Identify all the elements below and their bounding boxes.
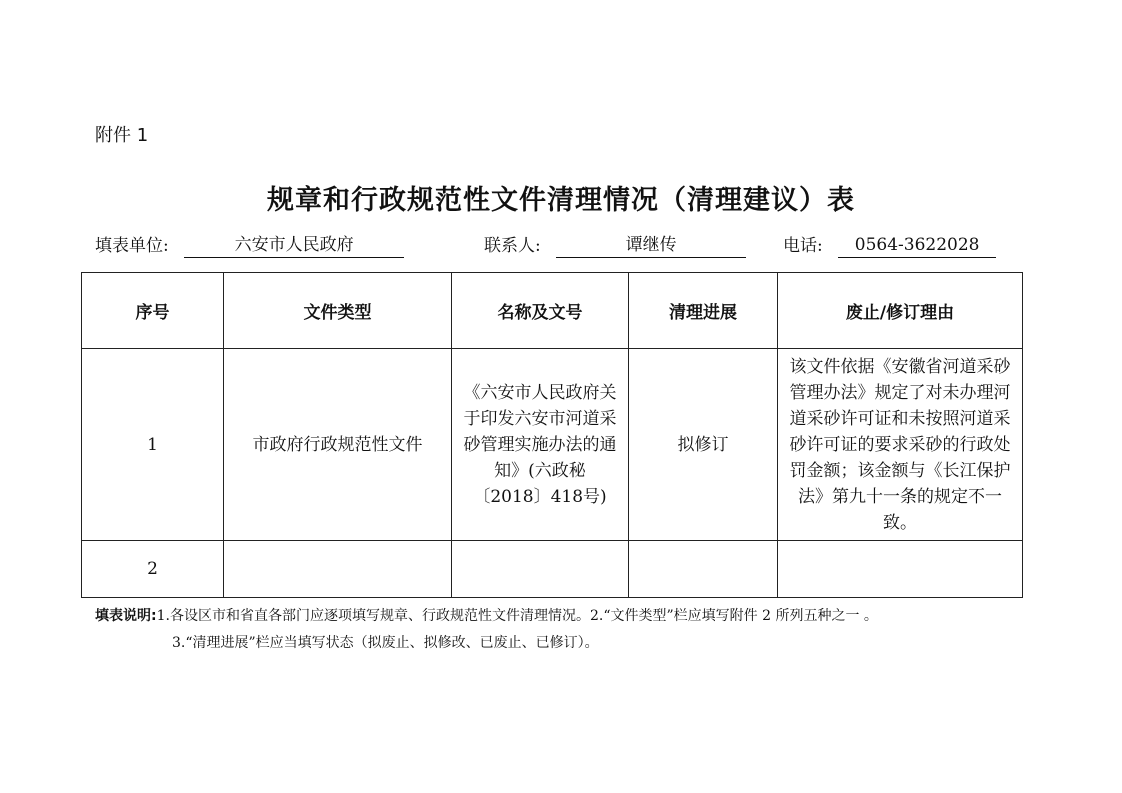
cell-progress: 拟修订 <box>629 349 778 541</box>
cell-progress <box>629 541 778 598</box>
attachment-label: 附件 1 <box>95 125 149 146</box>
header-type: 文件类型 <box>224 273 452 349</box>
cell-type: 市政府行政规范性文件 <box>224 349 452 541</box>
contact-label: 联系人: <box>484 236 541 256</box>
cleanup-table <box>81 272 1023 598</box>
notes-text-1: 1.各设区市和省直各部门应逐项填写规章、行政规范性文件清理情况。2.“文件类型”栏应填写附件 2 所列五种之一 。 <box>156 608 878 624</box>
cell-reason <box>778 541 1023 598</box>
table-row <box>82 541 1023 598</box>
cell-no: 1 <box>82 349 224 541</box>
notes-line-2 <box>172 632 599 652</box>
cell-no: 2 <box>82 541 224 598</box>
header-name: 名称及文号 <box>452 273 629 349</box>
cell-type <box>224 541 452 598</box>
fill-phone <box>783 233 996 257</box>
header-progress: 清理进展 <box>629 273 778 349</box>
phone-label: 电话: <box>783 236 823 256</box>
page-title: 规章和行政规范性文件清理情况（清理建议）表 <box>267 185 855 216</box>
contact-value: 谭继传 <box>556 233 746 258</box>
unit-label: 填表单位: <box>95 236 169 256</box>
unit-value: 六安市人民政府 <box>184 233 404 258</box>
header-reason: 废止/修订理由 <box>778 273 1023 349</box>
header-no: 序号 <box>82 273 224 349</box>
cell-reason: 该文件依据《安徽省河道采砂管理办法》规定了对未办理河道采砂许可证和未按照河道采砂许可证的要求采砂的行政处罚金额；该金额与《长江保护法》第九十一条的规定不一致。 <box>778 349 1023 541</box>
notes-label: 填表说明: <box>95 608 157 624</box>
phone-value: 0564-3622028 <box>838 233 996 258</box>
table-row <box>82 349 1023 541</box>
table-header-row <box>82 273 1023 349</box>
fill-contact <box>484 233 746 257</box>
notes-line-1 <box>95 605 878 625</box>
cell-name: 《六安市人民政府关于印发六安市河道采砂管理实施办法的通知》(六政秘〔2018〕418号) <box>452 349 629 541</box>
notes-text-2: 3.“清理进展”栏应当填写状态（拟废止、拟修改、已废止、已修订）。 <box>172 635 599 651</box>
fill-unit <box>95 233 404 257</box>
cell-name <box>452 541 629 598</box>
